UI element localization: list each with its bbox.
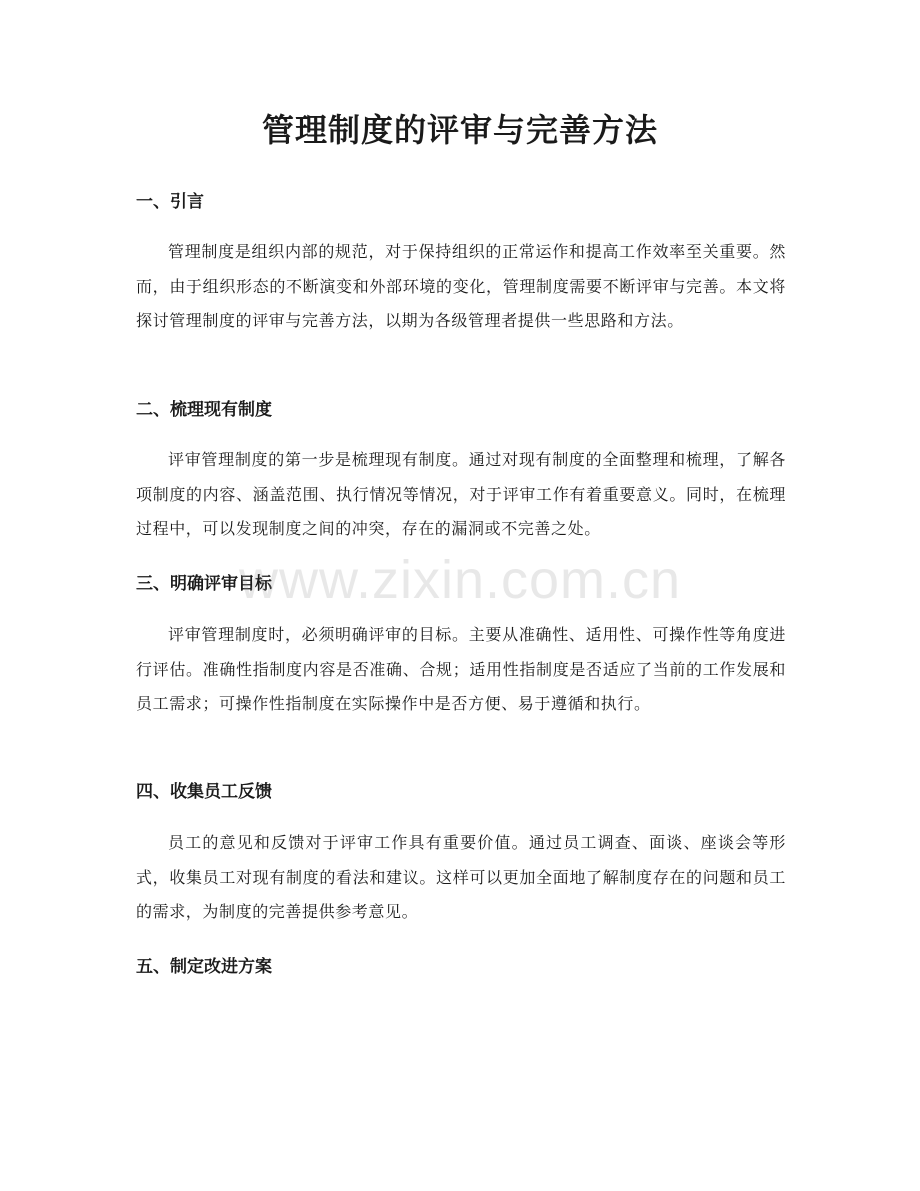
- section-paragraph-define-goals: 评审管理制度时，必须明确评审的目标。主要从准确性、适用性、可操作性等角度进行评估。准确性指制度内容是否准确、合规；适用性指制度是否适应了当前的工作发展和员工需求；可操作性指制度在实际操作中是否方便、易于遵循和执行。: [136, 625, 786, 713]
- section-paragraph-review-existing: 评审管理制度的第一步是梳理现有制度。通过对现有制度的全面整理和梳理，了解各项制度的内容、涵盖范围、执行情况等情况，对于评审工作有着重要意义。同时，在梳理过程中，可以发现制度之间的冲突，存在的漏洞或不完善之处。: [136, 450, 786, 538]
- section-paragraph-employee-feedback: 员工的意见和反馈对于评审工作具有重要价值。通过员工调查、面谈、座谈会等形式，收集员工对现有制度的看法和建议。这样可以更加全面地了解制度存在的问题和员工的需求，为制度的完善提供参考意见。: [136, 833, 786, 921]
- section-paragraph-introduction: 管理制度是组织内部的规范，对于保持组织的正常运作和提高工作效率至关重要。然而，由于组织形态的不断演变和外部环境的变化，管理制度需要不断评审与完善。本文将探讨管理制度的评审与完善方法，以期为各级管理者提供一些思路和方法。: [136, 242, 786, 330]
- page-title: 管理制度的评审与完善方法: [261, 111, 658, 149]
- watermark: www.zixin.com.cn: [238, 550, 682, 610]
- section-heading-review-existing: 二、梳理现有制度: [136, 400, 272, 420]
- section-heading-improvement-plan: 五、制定改进方案: [136, 957, 272, 977]
- section-heading-employee-feedback: 四、收集员工反馈: [136, 782, 272, 802]
- section-heading-introduction: 一、引言: [136, 192, 204, 212]
- section-heading-define-goals: 三、明确评审目标: [136, 574, 272, 594]
